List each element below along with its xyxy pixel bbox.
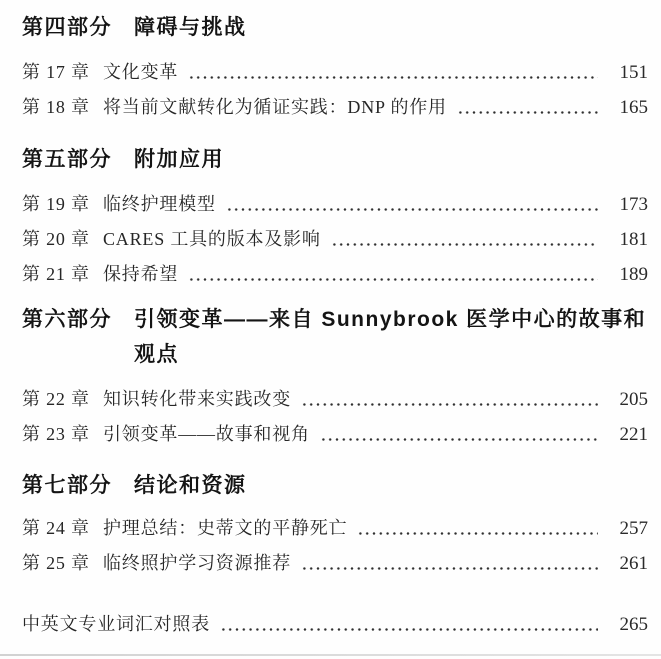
chapter-title: 引领变革——故事和视角 bbox=[103, 424, 310, 444]
chapter-number: 第 20 章 bbox=[22, 229, 90, 249]
dot-leader bbox=[331, 222, 598, 257]
dot-leader bbox=[357, 511, 598, 546]
toc-entry bbox=[22, 187, 648, 222]
chapter-title: 文化变革 bbox=[103, 62, 179, 82]
dot-leader bbox=[320, 417, 598, 452]
chapter-number: 第 23 章 bbox=[22, 424, 90, 444]
appendix-entry bbox=[22, 607, 648, 642]
chapter-title: CARES 工具的版本及影响 bbox=[103, 229, 321, 249]
part-title-line: 引领变革——来自 Sunnybrook 医学中心的故事和 bbox=[134, 308, 647, 331]
chapter-title: 保持希望 bbox=[103, 264, 179, 284]
part-title bbox=[134, 302, 648, 372]
dot-leader bbox=[301, 546, 598, 581]
chapter-number: 第 25 章 bbox=[22, 553, 90, 573]
part-title bbox=[134, 468, 648, 503]
part-title-line: 观点 bbox=[134, 343, 179, 366]
toc-entry bbox=[22, 511, 648, 546]
page-number: 173 bbox=[619, 194, 648, 215]
chapter-number: 第 18 章 bbox=[22, 97, 90, 117]
page-number: 257 bbox=[619, 518, 648, 539]
page-bottom-edge bbox=[0, 654, 661, 656]
part-heading bbox=[22, 142, 648, 177]
page-number: 189 bbox=[619, 264, 648, 285]
toc-entry bbox=[22, 382, 648, 417]
chapter-number: 第 19 章 bbox=[22, 194, 90, 214]
page-number: 181 bbox=[619, 229, 648, 250]
page-number: 151 bbox=[619, 62, 648, 83]
part-title bbox=[134, 10, 648, 45]
appendix-title: 中英文专业词汇对照表 bbox=[22, 614, 210, 634]
part-title-line: 结论和资源 bbox=[134, 474, 247, 497]
chapter-title: 知识转化带来实践改变 bbox=[103, 389, 291, 409]
toc-entry bbox=[22, 55, 648, 90]
part-label: 第五部分 bbox=[22, 148, 112, 171]
toc-entry bbox=[22, 257, 648, 292]
dot-leader bbox=[188, 55, 598, 90]
part-label: 第六部分 bbox=[22, 308, 112, 331]
page-number: 221 bbox=[619, 424, 648, 445]
part-heading bbox=[22, 302, 648, 372]
page-number: 261 bbox=[619, 553, 648, 574]
toc-entry bbox=[22, 222, 648, 257]
chapter-number: 第 21 章 bbox=[22, 264, 90, 284]
dot-leader bbox=[226, 187, 598, 222]
page-number: 265 bbox=[619, 614, 648, 635]
page-number: 165 bbox=[619, 97, 648, 118]
dot-leader bbox=[301, 382, 598, 417]
dot-leader bbox=[220, 607, 598, 642]
chapter-title: 临终护理模型 bbox=[103, 194, 216, 214]
page-number: 205 bbox=[619, 389, 648, 410]
chapter-title: 将当前文献转化为循证实践：DNP 的作用 bbox=[103, 97, 447, 117]
toc-entry bbox=[22, 417, 648, 452]
part-heading bbox=[22, 468, 648, 503]
toc-entry bbox=[22, 90, 648, 125]
part-title bbox=[134, 142, 648, 177]
toc-entry bbox=[22, 546, 648, 581]
part-heading bbox=[22, 10, 648, 45]
part-title-line: 障碍与挑战 bbox=[134, 16, 247, 39]
chapter-number: 第 22 章 bbox=[22, 389, 90, 409]
chapter-number: 第 24 章 bbox=[22, 518, 90, 538]
part-label: 第四部分 bbox=[22, 16, 112, 39]
part-label: 第七部分 bbox=[22, 474, 112, 497]
chapter-number: 第 17 章 bbox=[22, 62, 90, 82]
dot-leader bbox=[457, 90, 598, 125]
chapter-title: 护理总结：史蒂文的平静死亡 bbox=[103, 518, 348, 538]
chapter-title: 临终照护学习资源推荐 bbox=[103, 553, 291, 573]
dot-leader bbox=[188, 257, 598, 292]
part-title-line: 附加应用 bbox=[134, 148, 224, 171]
